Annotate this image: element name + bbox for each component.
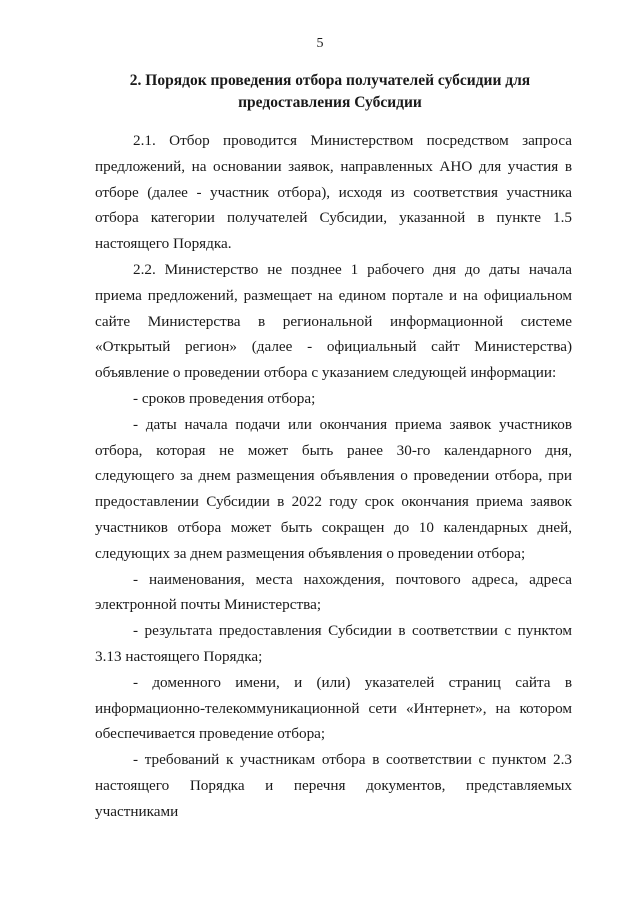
list-item-requirements: - требований к участникам отбора в соответствии с пунктом 2.3 настоящего Порядка и перечня документов, представляемых участниками	[95, 751, 572, 820]
section-heading: 2. Порядок проведения отбора получателей субсидии для предоставления Субсидии	[129, 72, 531, 111]
page-number: 5	[316, 36, 324, 51]
paragraph-2-2: 2.2. Министерство не позднее 1 рабочего дня до даты начала приема предложений, размещает на едином портале и на официальном сайте Министерства в региональной информационной системе «Открытый регион» (далее - официальный сайт Министерства) объявление о проведении отбора с указанием следующей информации:	[95, 260, 572, 382]
list-item-domain: - доменного имени, и (или) указателей страниц сайта в информационно-телекоммуникационной сети «Интернет», на котором обеспечивается проведение отбора;	[95, 673, 572, 743]
list-item-terms: - сроков проведения отбора;	[133, 389, 316, 407]
list-item-dates: - даты начала подачи или окончания приема заявок участников отбора, которая не может быть ранее 30-го календарного дня, следующего за днем размещения объявления о проведении отбора, при предоставлении Субсидии в 2022 году срок окончания приема заявок участников отбора может быть сокращен до 10 календарных дней, следующих за днем размещения объявления о проведении отбора;	[95, 415, 572, 562]
document-body	[95, 128, 572, 825]
list-item-ministry-contacts: - наименования, места нахождения, почтового адреса, адреса электронной почты Министерства;	[95, 570, 572, 614]
paragraph-2-1: 2.1. Отбор проводится Министерством посредством запроса предложений, на основании заявок, направленных АНО для участия в отборе (далее - участник отбора), исходя из соответствия участника отбора категории получателей Субсидии, указанной в пункте 1.5 настоящего Порядка.	[95, 132, 572, 253]
list-item-result: - результата предоставления Субсидии в соответствии с пунктом 3.13 настоящего Порядка;	[95, 622, 572, 665]
